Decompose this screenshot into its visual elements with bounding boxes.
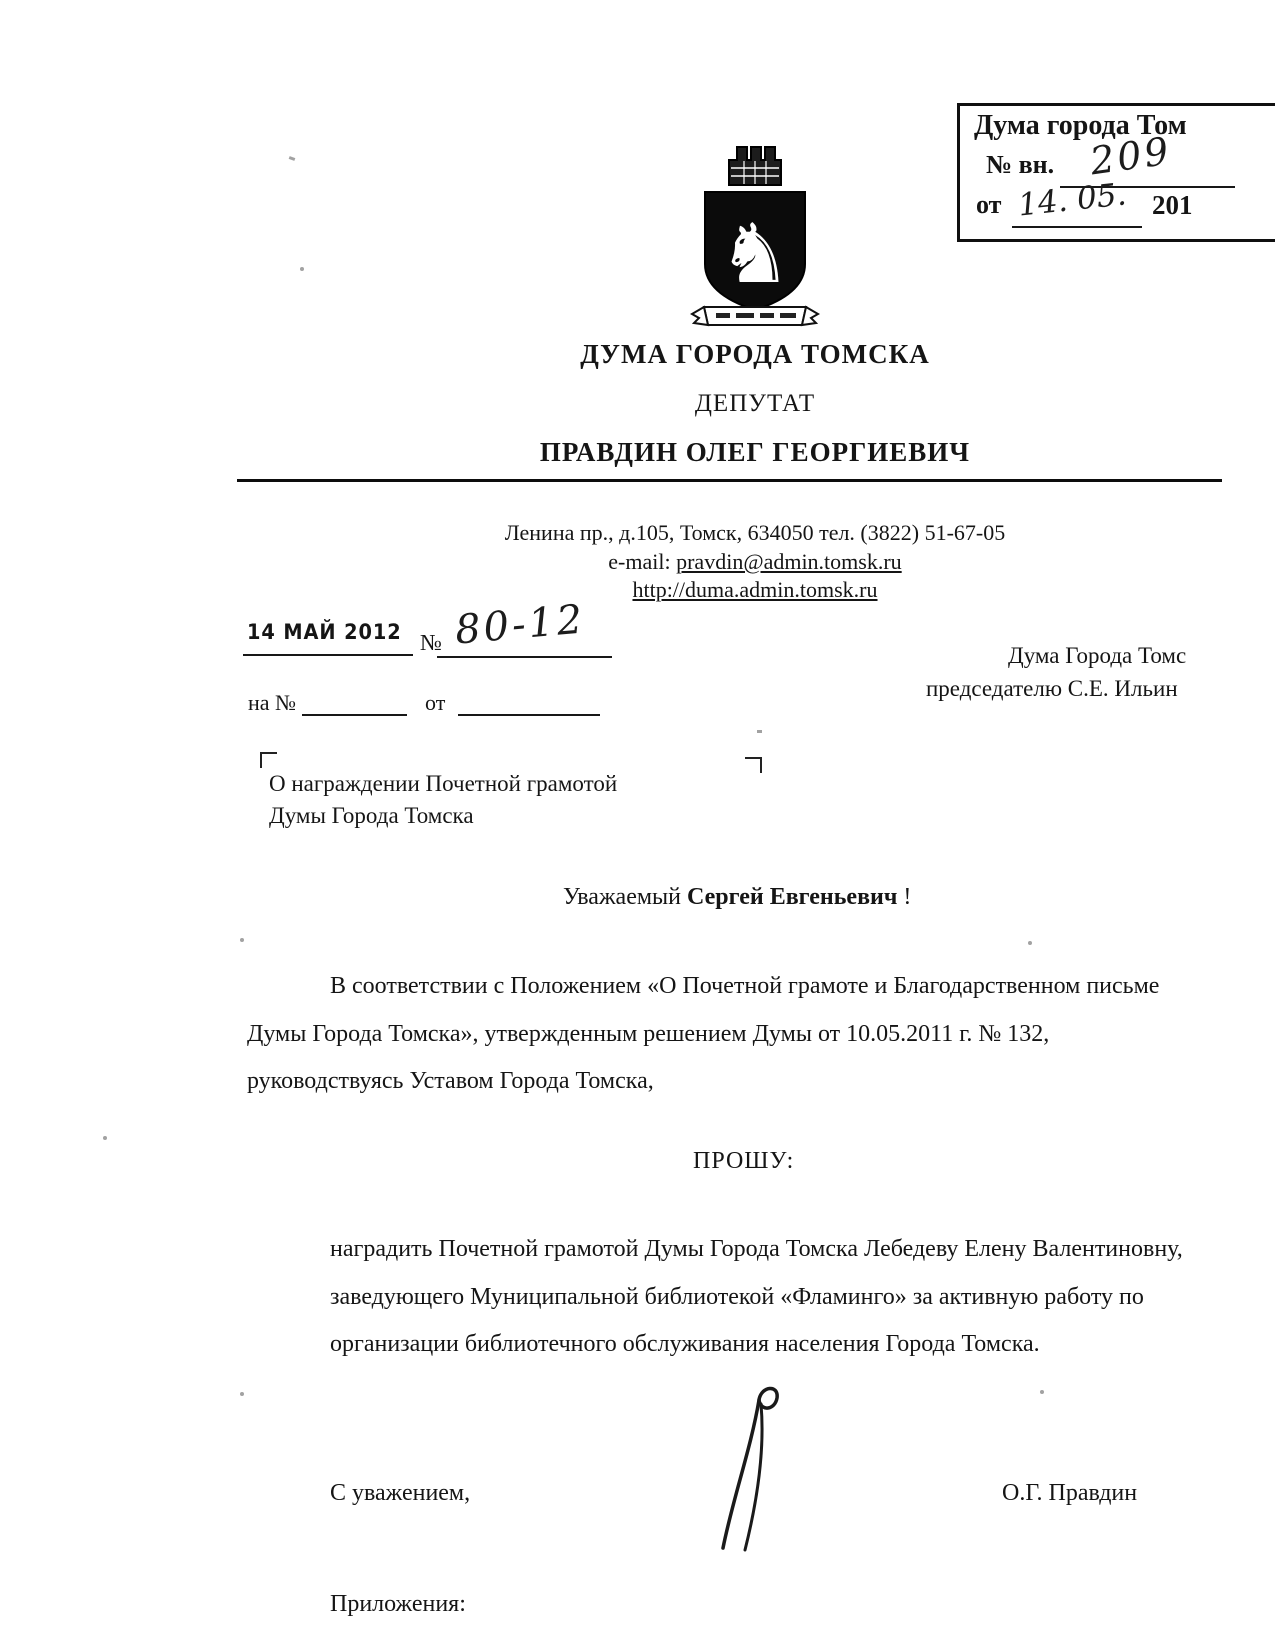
body-p1-line-3: руководствуясь Уставом Города Томска,: [247, 1068, 654, 1094]
outgoing-number-line: [437, 656, 612, 658]
letterhead-website-row: [0, 577, 1275, 603]
reply-to-line: [302, 714, 407, 716]
scan-speck: [757, 730, 762, 733]
body-p2-line-2: заведующего Муниципальной библиотекой «Фламинго» за активную работу по: [330, 1284, 1144, 1310]
date-stamp: 14 МАЙ 2012: [247, 620, 402, 644]
request-heading: ПРОШУ:: [693, 1148, 795, 1174]
outgoing-number-label: №: [420, 630, 442, 655]
closing-regards: С уважением,: [330, 1480, 471, 1506]
stamp-year: 201: [1152, 190, 1193, 220]
salutation: [563, 884, 911, 911]
scan-speck: [240, 938, 244, 942]
signature-handwritten: [685, 1378, 815, 1553]
letterhead-name: ПРАВДИН ОЛЕГ ГЕОРГИЕВИЧ: [539, 437, 971, 467]
stamp-date-label: от: [976, 190, 1002, 219]
scan-speck: [1040, 1390, 1044, 1394]
crest-ribbon-icon: [688, 300, 822, 334]
body-p1-line-2: Думы Города Томска», утвержденным решением Думы от 10.05.2011 г. № 132,: [247, 1021, 1050, 1047]
svg-text:♞: ♞: [718, 207, 792, 302]
reply-from-label: от: [425, 690, 446, 715]
subject-line-1: О награждении Почетной грамотой: [269, 771, 618, 796]
salutation-prefix: Уважаемый: [563, 884, 681, 910]
body-p1-line-1: В соответствии с Положением «О Почетной грамоте и Благодарственном письме: [330, 973, 1160, 999]
addressee-line-2: председателю С.Е. Ильин: [926, 676, 1178, 701]
registration-stamp-box: [957, 103, 1275, 242]
closing-signer-name: О.Г. Правдин: [1002, 1480, 1138, 1506]
crest-crown-icon: [724, 141, 786, 187]
letterhead-org: ДУМА ГОРОДА ТОМСКА: [580, 339, 930, 369]
letterhead-address: Ленина пр., д.105, Томск, 634050 тел. (3822) 51-67-05: [504, 520, 1006, 545]
email-label: e-mail:: [608, 549, 671, 574]
addressee-line-1: Дума Города Томс: [1008, 643, 1187, 668]
stamp-date-line: [1012, 226, 1142, 228]
stamp-number-handwritten: 209: [1087, 128, 1175, 184]
letterhead-email-row: [0, 549, 1275, 575]
date-stamp-line: [243, 654, 413, 656]
letterhead-divider: [237, 479, 1222, 482]
closing-attachments-label: Приложения:: [330, 1591, 466, 1617]
salutation-mark: !: [903, 884, 912, 910]
stamp-title: Дума города Том: [974, 110, 1187, 141]
outgoing-number-handwritten: 80-12: [453, 596, 588, 654]
scan-speck: [240, 1392, 244, 1396]
scan-speck: [289, 156, 296, 161]
scan-speck: [300, 267, 304, 271]
email-link: pravdin@admin.tomsk.ru: [676, 549, 902, 574]
letterhead-role: ДЕПУТАТ: [694, 390, 816, 417]
reply-from-line: [458, 714, 600, 716]
body-p2-line-1: наградить Почетной грамотой Думы Города Томска Лебедеву Елену Валентиновну,: [330, 1236, 1183, 1262]
subject-line-2: Думы Города Томска: [269, 803, 474, 828]
salutation-name: Сергей Евгеньевич: [687, 884, 898, 910]
stamp-number-label: № вн.: [986, 150, 1055, 179]
website-link: http://duma.admin.tomsk.ru: [632, 577, 878, 602]
body-p2-line-3: организации библиотечного обслуживания населения Города Томска.: [330, 1331, 1040, 1357]
reply-to-label: на №: [248, 690, 297, 715]
scan-speck: [103, 1136, 107, 1140]
stamp-date-handwritten: 14. 05.: [1016, 176, 1129, 224]
crest-shield-horse-icon: [699, 188, 811, 314]
subject-bracket-left: [260, 752, 277, 768]
subject-bracket-right: [745, 757, 762, 773]
scan-speck: [1028, 941, 1032, 945]
